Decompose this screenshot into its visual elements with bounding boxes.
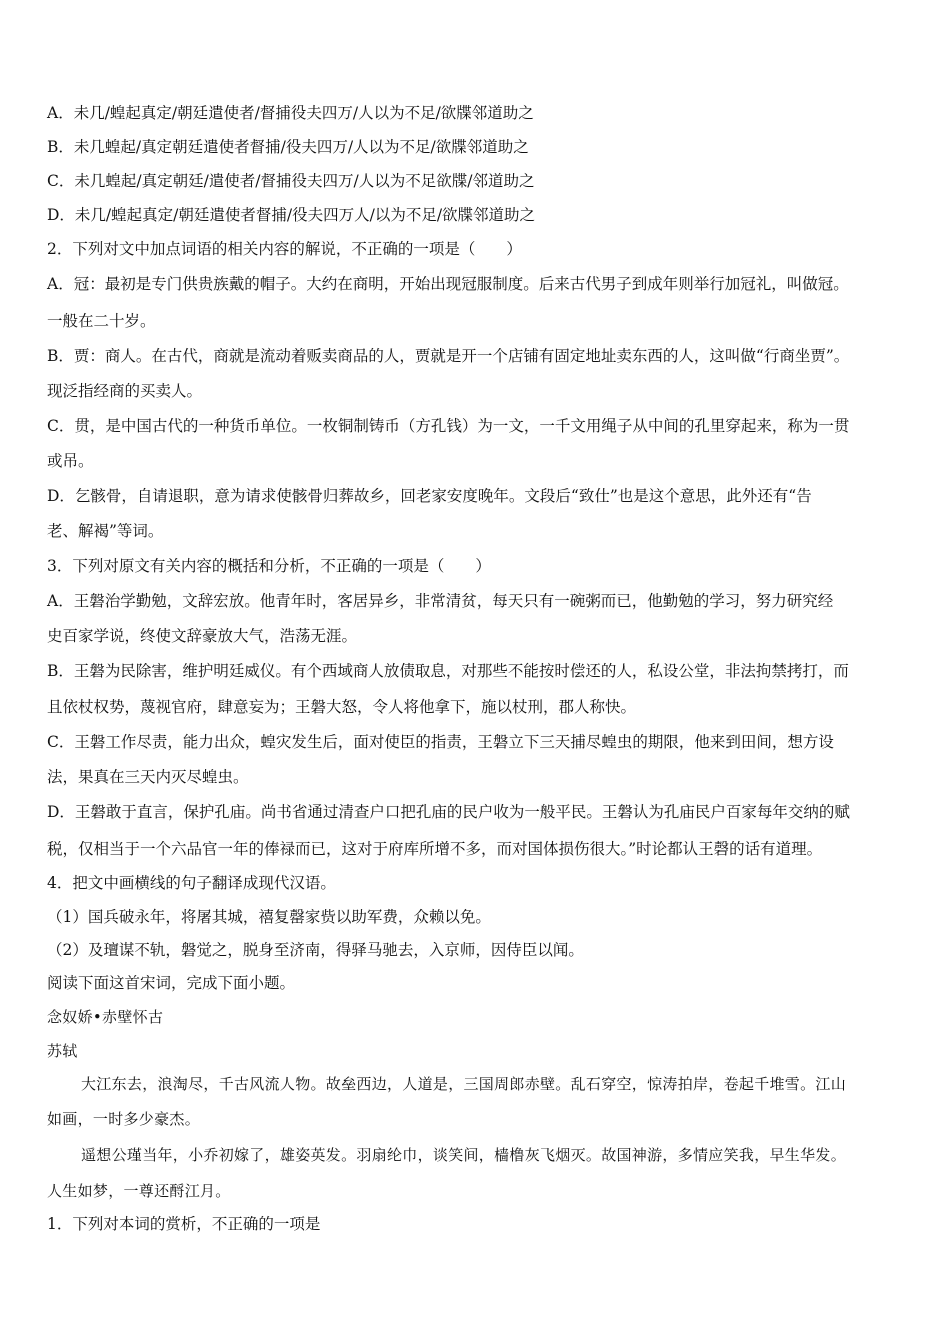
poem-stanza-2-cont: 人生如梦，一尊还酹江月。 — [47, 1182, 231, 1200]
poem-stanza-1-cont: 如画，一时多少豪杰。 — [47, 1110, 201, 1128]
option-2c-cont: 或吊。 — [47, 452, 94, 470]
option-2a: A．冠：最初是专门供贵族戴的帽子。大约在商明，开始出现冠服制度。后来古代男子到成年则举行加冠礼，叫做冠。 — [47, 275, 849, 293]
option-1c: C．未几蝗起/真定朝廷/遣使者/督捕役夫四万/人以为不足欲牒/邻道助之 — [47, 172, 535, 190]
option-3d-cont: 税，仅相当于一个六品官一年的俸禄而已，这对于府库所增不多，而对国体损伤很大。”时论都认王磬的话有道理。 — [47, 840, 823, 858]
question-1-poem: 1．下列对本词的赏析，不正确的一项是 — [47, 1215, 321, 1233]
option-2d: D．乞骸骨，自请退职，意为请求使骸骨归葬故乡，回老家安度晚年。文段后“致仕”也是这个意思，此外还有“告 — [47, 487, 812, 505]
option-1b: B．未几蝗起/真定朝廷遣使者督捕/役夫四万/人以为不足/欲牒邻道助之 — [47, 138, 529, 156]
question-2: 2．下列对文中加点词语的相关内容的解说，不正确的一项是（ ） — [47, 240, 522, 258]
option-2c: C．贯，是中国古代的一种货币单位。一枚铜制铸币（方孔钱）为一文，一千文用绳子从中间的孔里穿起来，称为一贯 — [47, 417, 850, 435]
question-3: 3．下列对原文有关内容的概括和分析，不正确的一项是（ ） — [47, 557, 491, 575]
option-1d: D．未几/蝗起真定/朝廷遣使者督捕/役夫四万人/以为不足/欲牒邻道助之 — [47, 206, 536, 224]
option-2b: B．贾：商人。在古代，商就是流动着贩卖商品的人，贾就是开一个店铺有固定地址卖东西的人，这叫做“行商坐贾”。 — [47, 347, 850, 365]
poem-author: 苏轼 — [47, 1042, 78, 1060]
question-4: 4．把文中画横线的句子翻译成现代汉语。 — [47, 874, 336, 892]
option-3d: D．王磐敢于直言，保护孔庙。尚书省通过清查户口把孔庙的民户收为一般平民。王磐认为孔庙民户百家每年交纳的赋 — [47, 803, 850, 821]
poem-stanza-1: 大江东去，浪淘尽，千古风流人物。故垒西边，人道是，三国周郎赤壁。乱石穿空，惊涛拍岸，卷起千堆雪。江山 — [81, 1075, 847, 1093]
poem-title: 念奴娇•赤壁怀古 — [47, 1008, 164, 1026]
option-2b-cont: 现泛指经商的买卖人。 — [47, 382, 203, 400]
option-3c-cont: 法，果真在三天内灭尽蝗虫。 — [47, 768, 249, 786]
question-4-part-1: （1）国兵破永年，将屠其城，禧复罄家赀以助军费，众赖以免。 — [47, 908, 491, 926]
option-3b-cont: 且依杖权势，蔑视官府，肆意妄为；王磐大怒，令人将他拿下，施以杖刑，郡人称快。 — [47, 698, 637, 716]
question-4-part-2: （2）及璮谋不轨，磐觉之，脱身至济南，得驿马驰去，入京师，因侍臣以闻。 — [47, 941, 584, 959]
option-3a: A．王磐治学勤勉，文辞宏放。他青年时，客居异乡，非常清贫，每天只有一碗粥而已，他勤勉的学习，努力研究经 — [47, 592, 834, 610]
option-2a-cont: 一般在二十岁。 — [47, 312, 156, 330]
reading-instruction: 阅读下面这首宋词，完成下面小题。 — [47, 974, 296, 992]
poem-stanza-2: 遥想公瑾当年，小乔初嫁了，雄姿英发。羽扇纶巾，谈笑间，樯橹灰飞烟灭。故国神游，多情应笑我，早生华发。 — [81, 1146, 847, 1164]
option-2d-cont: 老、解褐”等词。 — [47, 522, 164, 540]
option-3b: B．王磐为民除害，维护明廷威仪。有个西域商人放债取息，对那些不能按时偿还的人，私设公堂，非法拘禁拷打，而 — [47, 662, 849, 680]
option-3c: C．王磐工作尽责，能力出众，蝗灾发生后，面对使臣的指责，王磐立下三天捕尽蝗虫的期限，他来到田间，想方设 — [47, 733, 834, 751]
option-3a-cont: 史百家学说，终使文辞豪放大气，浩荡无涯。 — [47, 627, 358, 645]
option-1a: A．未几/蝗起真定/朝廷遣使者/督捕役夫四万/人以为不足/欲牒邻道助之 — [47, 104, 534, 122]
